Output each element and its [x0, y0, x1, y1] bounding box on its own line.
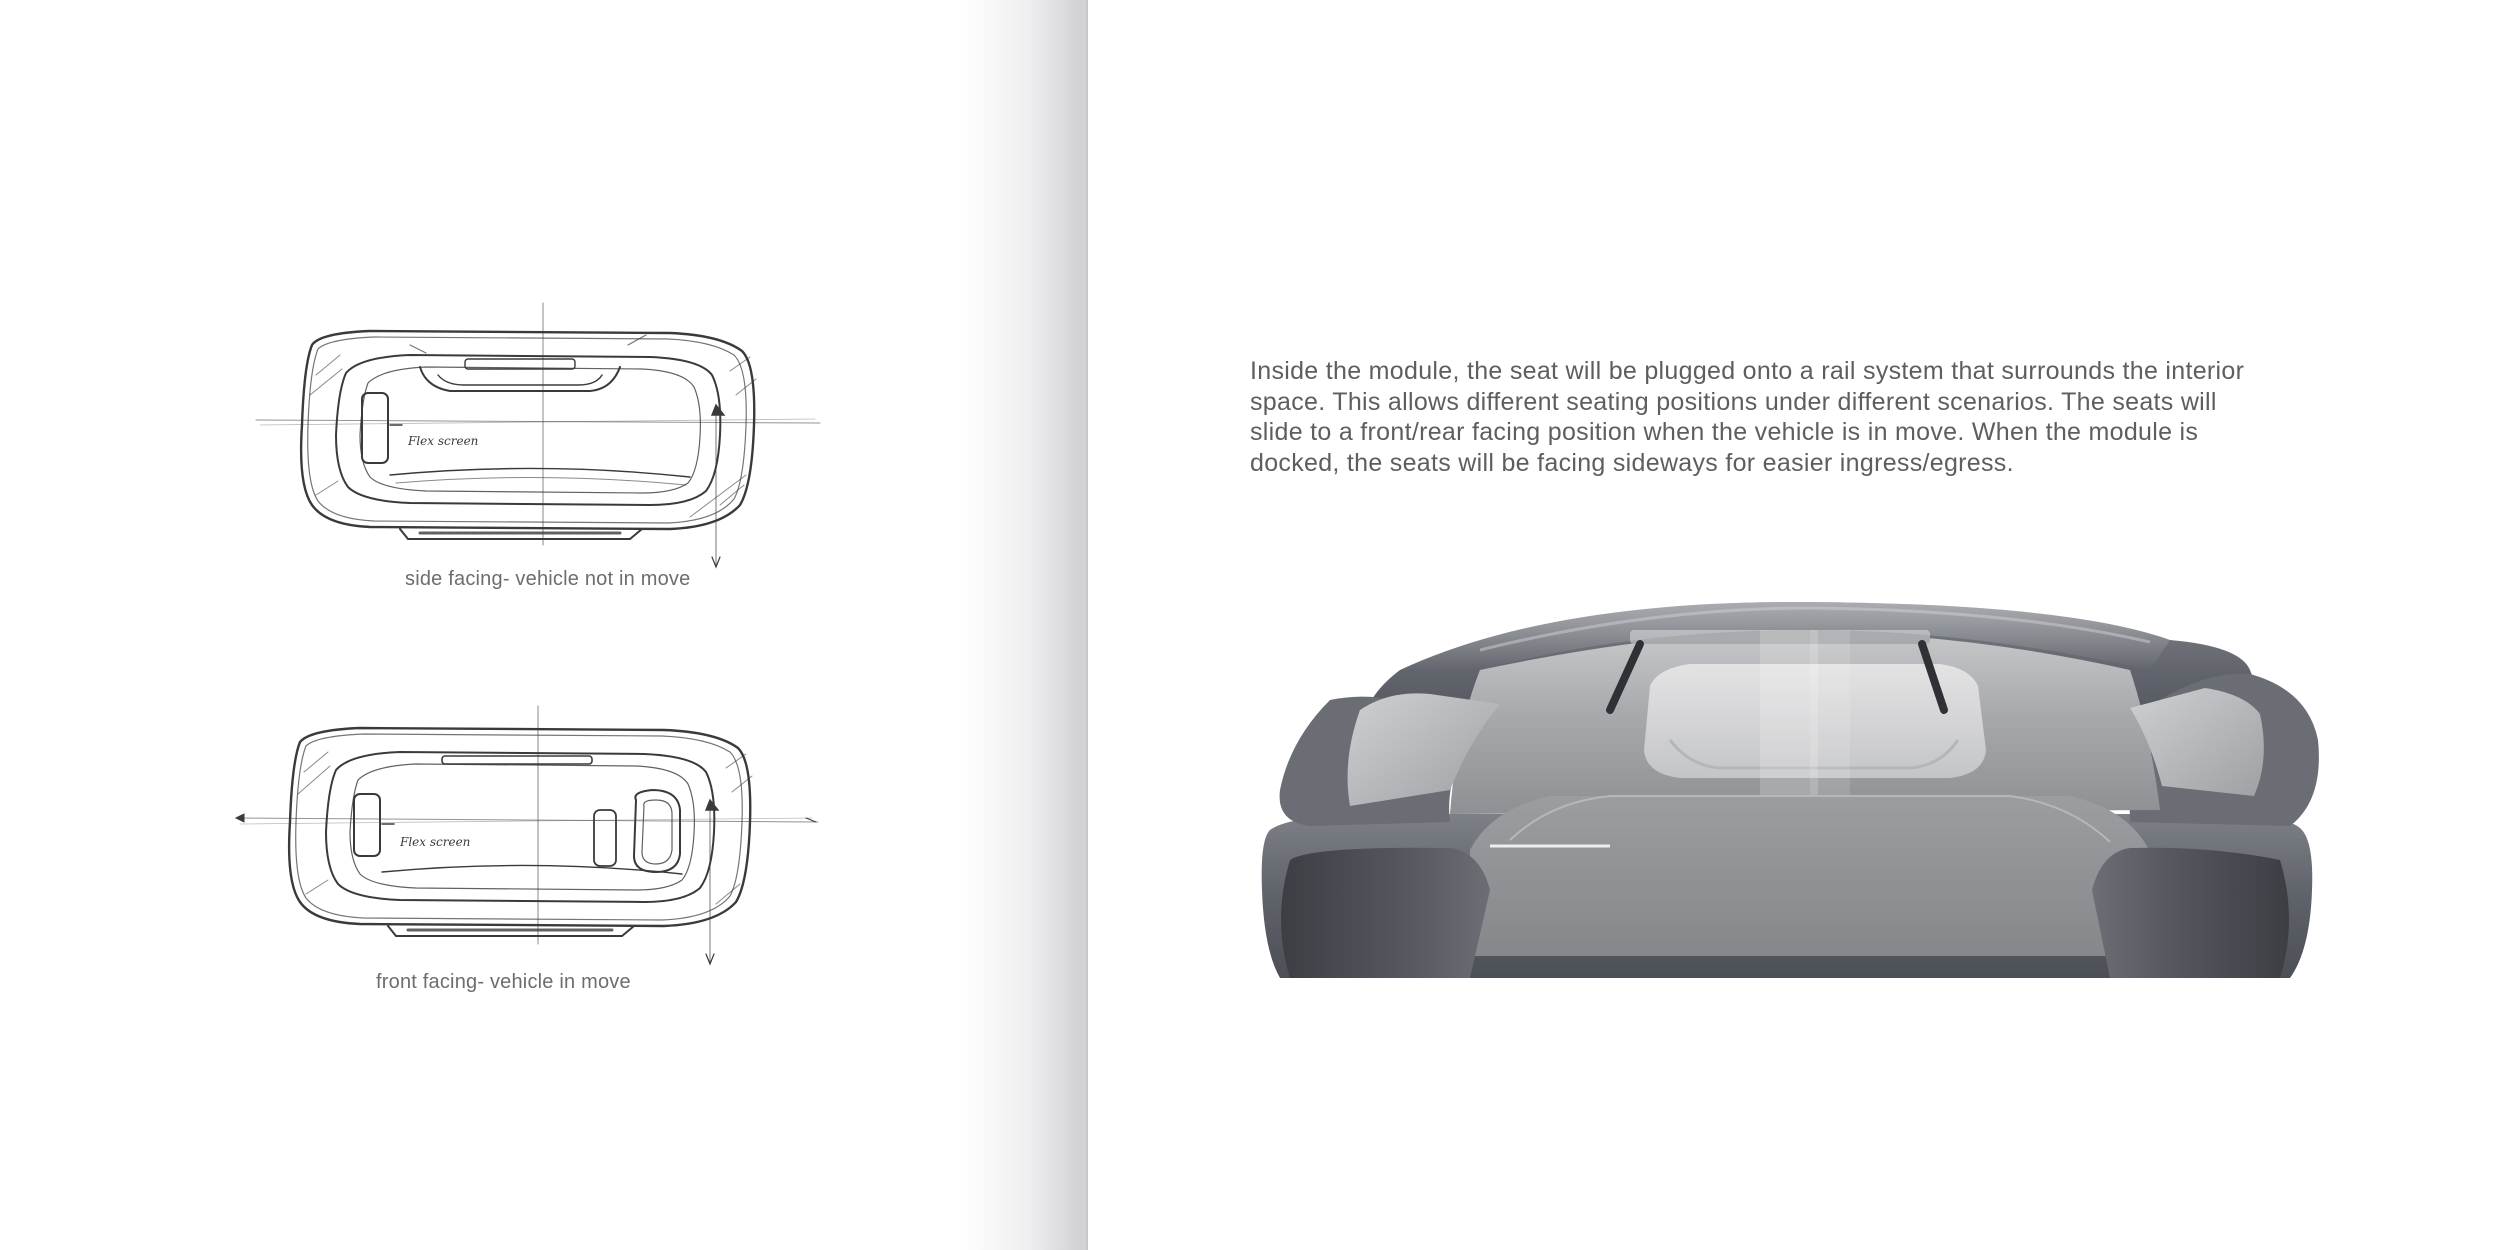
module-render-image	[1250, 590, 2330, 995]
left-page	[0, 0, 1086, 1250]
caption-side-facing: side facing- vehicle not in move	[405, 568, 691, 590]
body-line: space. This allows different seating positions under different scenarios. The seats will	[1250, 387, 2217, 416]
body-line: slide to a front/rear facing position when the vehicle is in move. When the module is	[1250, 418, 2199, 446]
body-line: Inside the module, the seat will be plugged onto a rail system that surrounds the interior	[1250, 357, 2245, 385]
caption-front-facing: front facing- vehicle in move	[376, 971, 631, 993]
gutter-shadow	[960, 0, 1086, 1250]
sketch-side-facing	[250, 295, 830, 575]
flex-screen-annotation: Flex screen	[400, 835, 471, 849]
body-paragraph	[1250, 356, 2390, 478]
flex-screen-annotation: Flex screen	[408, 434, 479, 448]
sketch-front-facing	[232, 700, 832, 980]
body-line: docked, the seats will be facing sideways for easier ingress/egress.	[1250, 448, 2014, 477]
